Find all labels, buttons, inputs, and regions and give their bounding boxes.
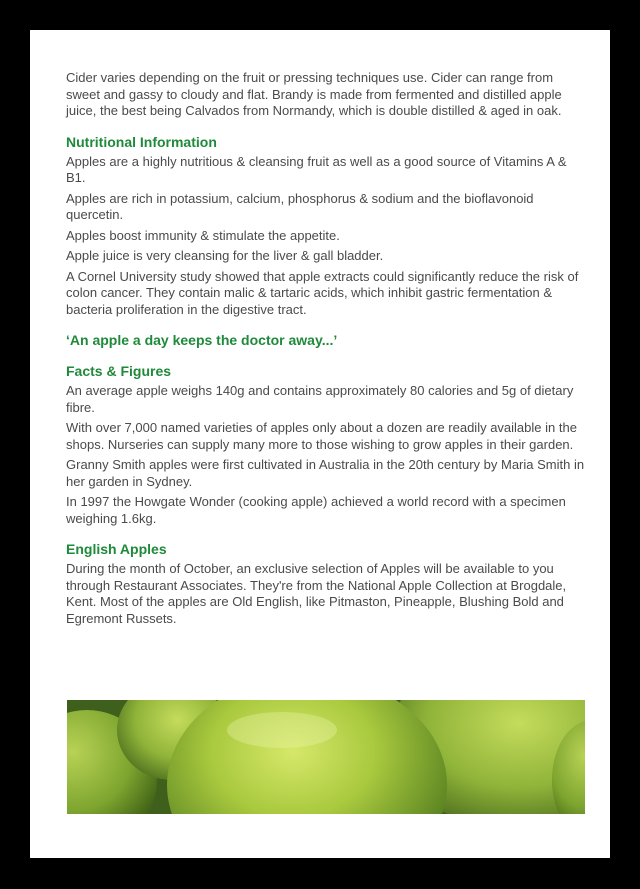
green-apples-photo (67, 700, 585, 814)
apple-quote: ‘An apple a day keeps the doctor away...’ (66, 332, 338, 348)
nutrition-paragraph: A Cornel University study showed that apple extracts could significantly reduce the risk of colon cancer. They contain malic & tartaric acids, which inhibit gastric fermentation & bacteria proliferation in the digestive tract. (66, 268, 579, 317)
nutrition-paragraph: Apples are rich in potassium, calcium, phosphorus & sodium and the bioflavonoid quercetin. (66, 190, 534, 222)
facts-paragraph: Granny Smith apples were first cultivated in Australia in the 20th century by Maria Smith in her garden in Sydney. (66, 457, 585, 489)
nutrition-paragraph: Apple juice is very cleansing for the liver & gall bladder. (66, 248, 384, 263)
facts-paragraph: An average apple weighs 140g and contains approximately 80 calories and 5g of dietary fibre. (66, 383, 574, 415)
english-apples-paragraph: During the month of October, an exclusive selection of Apples will be available to you through Restaurant Associates. They're from the National Apple Collection at Brogdale, Kent. Most of the apples are Old English, like Pitmaston, Pineapple, Blushing Bold and Egremont Russets. (66, 561, 567, 626)
brochure-page (30, 30, 610, 858)
apples-illustration (67, 700, 585, 814)
page-content (66, 70, 586, 631)
english-apples-heading: English Apples (66, 541, 167, 557)
nutrition-paragraph: Apples boost immunity & stimulate the appetite. (66, 227, 340, 243)
facts-paragraph: With over 7,000 named varieties of apples only about a dozen are readily available in the shops. Nurseries can supply many more to those wishing to grow apples in their garden. (66, 420, 577, 452)
intro-paragraph: Cider varies depending on the fruit or pressing techniques use. Cider can range from sweet and gassy to cloudy and flat. Brandy is made from fermented and distilled apple juice, the best being Calvados from Normandy, which is double distilled & aged in oak. (66, 70, 562, 118)
nutrition-heading: Nutritional Information (66, 133, 217, 150)
facts-paragraph: In 1997 the Howgate Wonder (cooking apple) achieved a world record with a specimen weighing 1.6kg. (66, 494, 566, 526)
nutrition-paragraph: Apples are a highly nutritious & cleansing fruit as well as a good source of Vitamins A & B1. (66, 153, 567, 185)
facts-heading: Facts & Figures (66, 363, 172, 379)
